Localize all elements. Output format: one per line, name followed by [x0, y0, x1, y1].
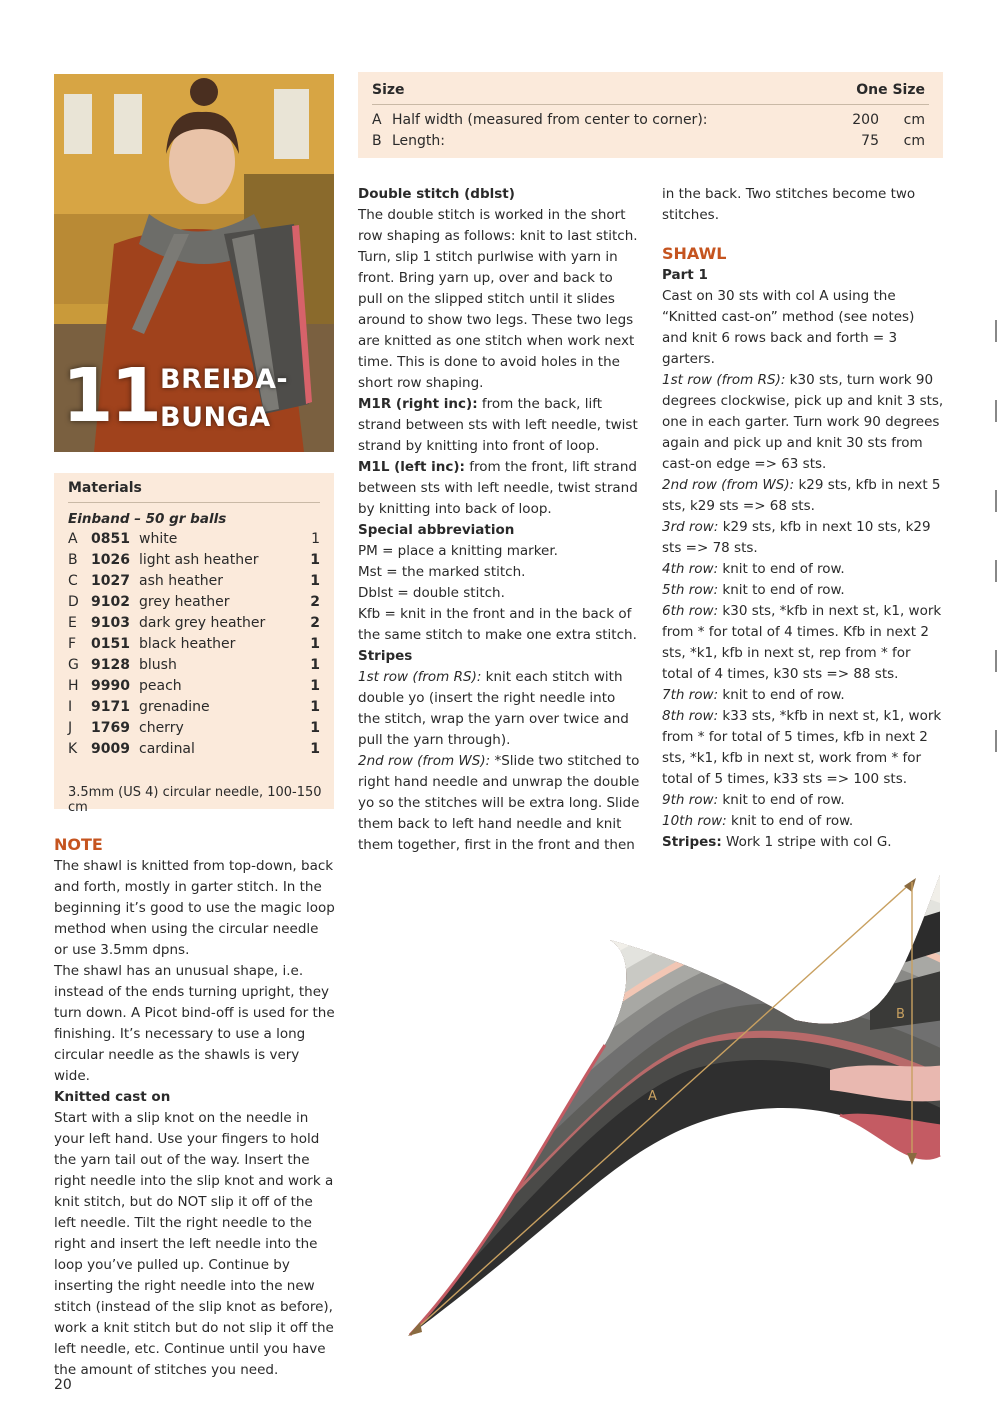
instruction-row: 2nd row (from WS): k29 sts, kfb in next 5 sts, k29 sts => 68 sts.	[662, 477, 941, 514]
pattern-name-line1: BREIÐA-	[160, 364, 289, 395]
size-box	[358, 72, 943, 158]
note-paragraph: The shawl has an unusual shape, i.e. instead of the ends turning upright, they turn down. A Picot bind-off is used for the finishing. It’s necessary to use a long circular needle as the shawls is very wide.	[54, 963, 335, 1084]
pattern-name-line2: BUNGA	[160, 402, 271, 433]
yarn-row: B 1026 light ash heather 1	[68, 552, 320, 568]
stripe-row-1: 1st row (from RS): knit each stitch with double yo (insert the right needle into the stitch, wrap the yarn over twice and pull the yarn through).	[358, 669, 629, 748]
dblst-text: The double stitch is worked in the short row shaping as follows: knit to last stitch. Turn, slip 1 stitch purlwise with yarn in front. Bring yarn up, over and back to pull on the slipped stitch until it slides around to show two legs. These two legs are knitted as one stitch when work next time. This is done to avoid holes in the short row shaping.	[358, 207, 638, 391]
cover-photo	[54, 74, 334, 452]
cast-on-text: Start with a slip knot on the needle in your left hand. Use your fingers to hold the yarn tail out of the way. Insert the right needle into the slip knot and work a knit stitch, but do NOT slip it off of the left needle. Tilt the right needle to the right and insert the left needle into the loop you’ve pulled up. Continue by inserting the right needle into the new stitch (instead of the slip knot as before), work a knit stitch but do not slip it off the left needle, etc. Continue until you have the amount of stitches you need.	[54, 1110, 334, 1378]
size-heading-right: One Size	[856, 82, 925, 98]
instruction-row: 8th row: k33 sts, *kfb in next st, k1, work from * for total of 5 times, kfb in next 2 sts, *k1, kfb in next st, work from * for total of 5 times, k33 sts => 100 sts.	[662, 708, 942, 787]
size-heading: Size	[372, 82, 405, 98]
shawl-diagram	[400, 870, 945, 1350]
instruction-row: 10th row: knit to end of row.	[662, 813, 854, 829]
materials-box	[54, 473, 334, 815]
dimension-b-label: B	[896, 1007, 905, 1022]
scan-edge-mark	[995, 490, 997, 512]
yarn-row: J 1769 cherry 1	[68, 720, 320, 736]
scan-edge-mark	[995, 400, 997, 422]
shawl-instructions-column	[662, 184, 944, 853]
dimension-a-label: A	[648, 1089, 657, 1104]
shawl-heading: SHAWL	[662, 244, 727, 263]
scan-edge-mark	[995, 650, 997, 672]
yarn-row: A 0851 white 1	[68, 531, 320, 547]
yarn-row: G 9128 blush 1	[68, 657, 320, 673]
instruction-row: 6th row: k30 sts, *kfb in next st, k1, work from * for total of 4 times. Kfb in next 2 sts, *k1, kfb in next st, rep from * for total of 4 times, k30 sts => 88 sts.	[662, 603, 942, 682]
special-abbreviation-heading: Special abbreviation	[358, 522, 515, 538]
size-divider	[372, 104, 929, 105]
yarn-row: C 1027 ash heather 1	[68, 573, 320, 589]
part-heading: Part 1	[662, 267, 708, 283]
cast-on-heading: Knitted cast on	[54, 1089, 171, 1105]
instruction-row: 7th row: knit to end of row.	[662, 687, 845, 703]
stripes-instruction: Stripes: Work 1 stripe with col G.	[662, 834, 892, 850]
abbreviations-column	[358, 184, 640, 856]
m1r-definition: M1R (right inc): from the back, lift strand between sts with left needle, twist strand by knitting into front of loop.	[358, 396, 638, 454]
shawl-illustration	[400, 870, 945, 1350]
needle-spec: 3.5mm (US 4) circular needle, 100-150 cm	[68, 785, 322, 815]
scan-edge-mark	[995, 560, 997, 582]
materials-heading: Materials	[68, 480, 142, 496]
instruction-row: 5th row: knit to end of row.	[662, 582, 845, 598]
yarn-row: D 9102 grey heather 2	[68, 594, 320, 610]
scan-edge-mark	[995, 730, 997, 752]
materials-subheading: Einband – 50 gr balls	[68, 511, 227, 527]
yarn-row: F 0151 black heather 1	[68, 636, 320, 652]
m1l-definition: M1L (left inc): from the front, lift strand between sts with left needle, twist strand by knitting into back of loop.	[358, 459, 638, 517]
note-section	[54, 834, 336, 1381]
instruction-row: 9th row: knit to end of row.	[662, 792, 845, 808]
instruction-row: 3rd row: k29 sts, kfb in next 10 sts, k29 sts => 78 sts.	[662, 519, 931, 556]
yarn-row: H 9990 peach 1	[68, 678, 320, 694]
instruction-row: 1st row (from RS): k30 sts, turn work 90 degrees clockwise, pick up and knit 3 sts, one in each garter. Turn work 90 degrees again and pick up and knit 30 sts from cast-on edge => 63 sts.	[662, 372, 944, 472]
cast-on-instruction: Cast on 30 sts with col A using the “Knitted cast-on” method (see notes) and knit 6 rows back and forth = 3 garters.	[662, 288, 915, 367]
yarn-row: I 9171 grenadine 1	[68, 699, 320, 715]
size-row: B Length: 75 cm	[372, 133, 925, 149]
size-row: A Half width (measured from center to corner): 200 cm	[372, 112, 925, 128]
scan-edge-mark	[995, 320, 997, 342]
continuation-text: in the back. Two stitches become two stitches.	[662, 186, 916, 223]
page-number: 20	[54, 1377, 72, 1393]
dblst-heading: Double stitch (dblst)	[358, 186, 515, 202]
stripe-row-2: 2nd row (from WS): *Slide two stitched to right hand needle and unwrap the double yo so the stitches will be extra long. Slide them back to left hand needle and knit them together, first in the front and then	[358, 753, 640, 853]
pm-definition: PM = place a knitting marker.	[358, 543, 558, 559]
materials-divider	[68, 502, 320, 503]
instruction-row: 4th row: knit to end of row.	[662, 561, 845, 577]
mst-definition: Mst = the marked stitch.	[358, 564, 526, 580]
dblst-definition: Dblst = double stitch.	[358, 585, 505, 601]
note-paragraph: The shawl is knitted from top-down, back and forth, mostly in garter stitch. In the beginning it’s good to use the magic loop method when using the circular needle or use 3.5mm dpns.	[54, 858, 335, 958]
yarn-row: E 9103 dark grey heather 2	[68, 615, 320, 631]
stripes-heading: Stripes	[358, 648, 413, 664]
yarn-row: K 9009 cardinal 1	[68, 741, 320, 757]
note-heading: NOTE	[54, 835, 103, 854]
kfb-definition: Kfb = knit in the front and in the back of the same stitch to make one extra stitch.	[358, 606, 637, 643]
pattern-number: 11	[62, 353, 159, 439]
